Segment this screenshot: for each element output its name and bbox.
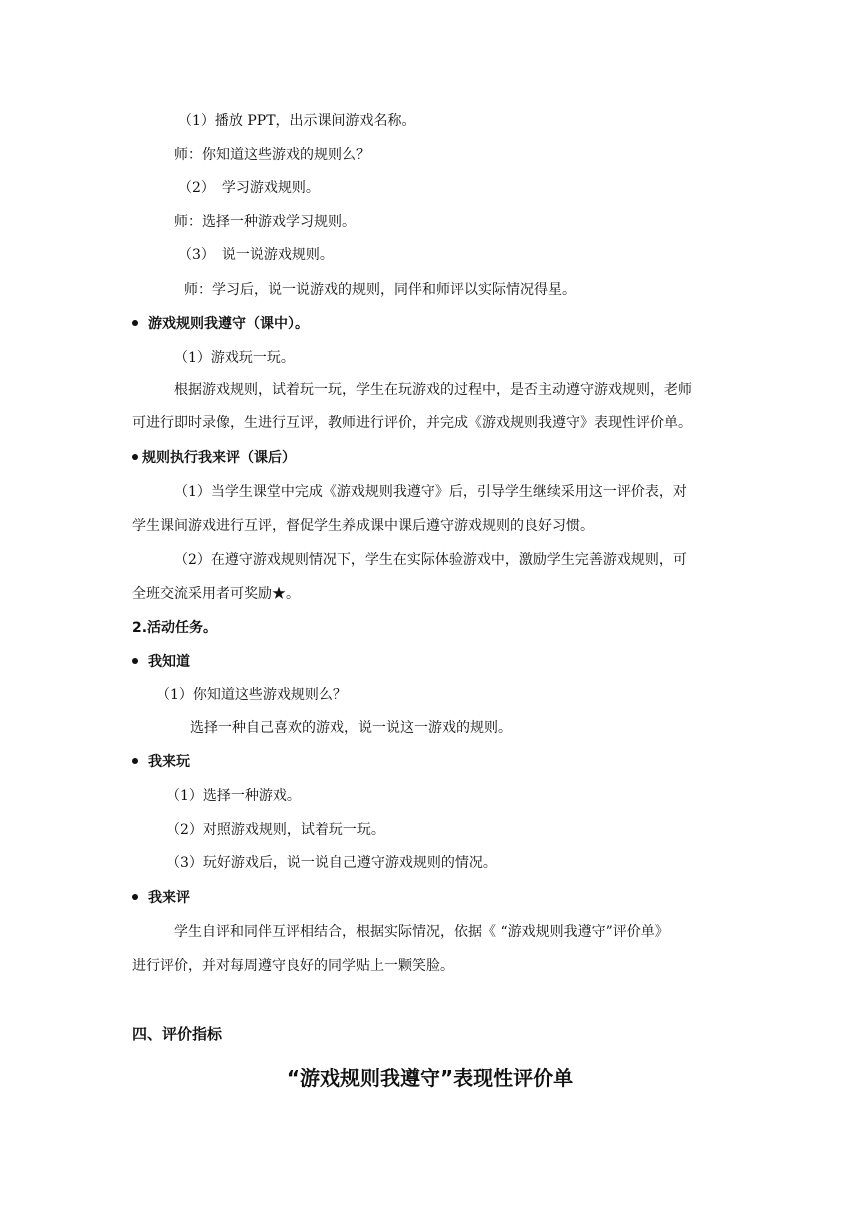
text-line: （2）在遵守游戏规则情况下，学生在实际体验游戏中，激励学生完善游戏规则，可 xyxy=(174,552,687,568)
text-line: （3） 说一说游戏规则。 xyxy=(178,247,334,263)
text-line: 可进行即时录像，生进行互评，教师进行评价，并完成《游戏规则我遵守》表现性评价单。 xyxy=(132,415,692,431)
bullet-heading xyxy=(132,888,190,908)
bullet-heading xyxy=(132,752,190,772)
bullet-icon xyxy=(132,320,138,326)
text-line: （2） 学习游戏规则。 xyxy=(178,180,320,196)
text-line: （1）当学生课堂中完成《游戏规则我遵守》后，引导学生继续采用这一评价表，对 xyxy=(174,484,687,500)
text-line: 师：学习后，说一说游戏的规则，同伴和师评以实际情况得星。 xyxy=(184,282,576,298)
heading-text: 游戏规则我遵守（课中）。 xyxy=(148,316,309,332)
section-heading: 2.活动任务。 xyxy=(132,620,218,636)
heading-text: 规则执行我来评（课后） xyxy=(142,450,296,466)
text-line: 师：选择一种游戏学习规则。 xyxy=(174,214,356,230)
text-line: （1）你知道这些游戏规则么？ xyxy=(156,687,347,703)
bullet-icon xyxy=(132,758,138,764)
text-line: 全班交流采用者可奖励★。 xyxy=(132,586,300,602)
section-heading: 四、评价指标 xyxy=(132,1025,223,1043)
text-line: 师：你知道这些游戏的规则么？ xyxy=(174,147,370,163)
text-line: （1）选择一种游戏。 xyxy=(166,788,301,804)
bullet-icon xyxy=(132,894,138,900)
bullet-icon xyxy=(132,454,138,460)
text-line: （1）游戏玩一玩。 xyxy=(174,350,295,366)
bullet-heading xyxy=(132,314,309,334)
table-title: “游戏规则我遵守”表现性评价单 xyxy=(286,1066,574,1090)
text-line: （1）播放 PPT，出示课间游戏名称。 xyxy=(178,113,416,129)
text-line: 选择一种自己喜欢的游戏，说一说这一游戏的规则。 xyxy=(190,720,512,736)
bullet-heading xyxy=(132,652,190,672)
bullet-icon xyxy=(132,658,138,664)
text-line: 进行评价，并对每周遵守良好的同学贴上一颗笑脸。 xyxy=(132,958,454,974)
bullet-heading xyxy=(132,448,296,468)
heading-text: 我来玩 xyxy=(148,754,190,770)
heading-text: 我来评 xyxy=(148,890,190,906)
text-line: 学生自评和同伴互评相结合，根据实际情况，依据《 “游戏规则我遵守”评价单》 xyxy=(174,924,669,940)
text-line: （3）玩好游戏后，说一说自己遵守游戏规则的情况。 xyxy=(166,855,497,871)
text-line: 学生课间游戏进行互评，督促学生养成课中课后遵守游戏规则的良好习惯。 xyxy=(132,518,594,534)
text-line: 根据游戏规则，试着玩一玩，学生在玩游戏的过程中，是否主动遵守游戏规则，老师 xyxy=(174,382,692,398)
heading-text: 我知道 xyxy=(148,654,190,670)
text-line: （2）对照游戏规则，试着玩一玩。 xyxy=(166,822,385,838)
